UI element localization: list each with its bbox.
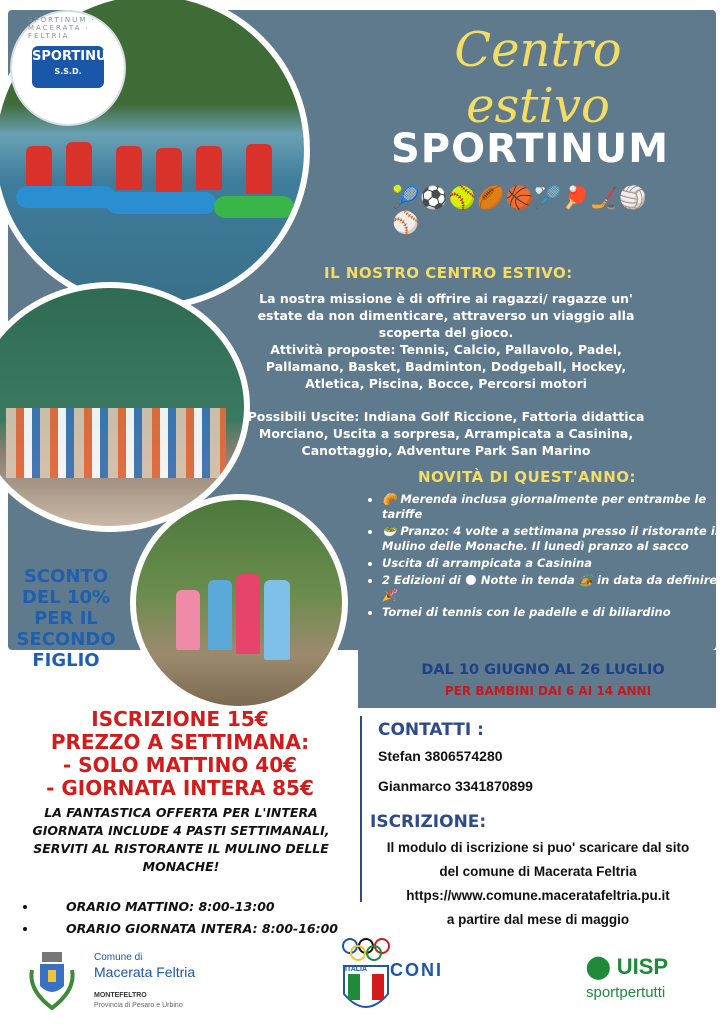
- kayak-blue-2: [106, 192, 216, 214]
- list-item: • Uscita di arrampicata a Casinina: [382, 556, 722, 571]
- divider: [360, 716, 362, 902]
- sconto-label: SCONTO DEL 10% PER IL SECONDO FIGLIO: [16, 566, 116, 671]
- main-title: SPORTINUM: [390, 126, 670, 172]
- climbing-photo: [130, 494, 348, 712]
- list-item: • 🥗 Pranzo: 4 volte a settimana presso il ristorante il Mulino delle Monache. Il lunedì pranzo al sacco: [382, 524, 722, 554]
- logo-badge-title: SPORTINUM: [32, 49, 120, 64]
- script-title: Centro estivo: [454, 22, 622, 134]
- iscrizione-line1: Il modulo di iscrizione si puo' scaricare dal sito: [386, 840, 690, 855]
- comune-di-label: Comune di: [94, 952, 143, 963]
- uscite-text: Possibili Uscite: Indiana Golf Riccione, Fattoria didattica Morciano, Uscita a sorpresa, Arrampicata a Casinina, Canottaggio, Adventure Park San Marino: [247, 409, 645, 458]
- provincia-label: Provincia di Pesaro e Urbino: [94, 1002, 183, 1009]
- offer-text: LA FANTASTICA OFFERTA PER L'INTERA GIORNATA INCLUDE 4 PASTI SETTIMANALI, SERVITI AL RISTORANTE IL MULINO DELLE MONACHE!: [32, 805, 330, 874]
- centro-heading: IL NOSTRO CENTRO ESTIVO:: [324, 264, 573, 282]
- person: [26, 146, 52, 186]
- child: [208, 580, 232, 650]
- person: [156, 148, 182, 192]
- logo-badge: [32, 46, 120, 88]
- novita-list: [368, 492, 722, 622]
- dates-label: DAL 10 GIUGNO AL 26 LUGLIO: [421, 662, 665, 678]
- person: [66, 142, 92, 186]
- uisp-label: UISP: [616, 954, 669, 979]
- list-item: • 🥐 Merenda inclusa giornalmente per entrambe le tariffe: [382, 492, 722, 522]
- uisp-sub-label: sportpertutti: [586, 984, 666, 1001]
- uisp-globe-icon: ⬤: [586, 954, 611, 979]
- person: [246, 144, 272, 194]
- orario-giornata: • ORARIO GIORNATA INTERA: 8:00-16:00: [38, 918, 378, 940]
- italia-label: ITALIA: [345, 966, 368, 973]
- sportinum-logo: [10, 10, 126, 126]
- iscrizione-heading: ISCRIZIONE:: [370, 812, 487, 832]
- list-item: • 2 Edizioni di 🌑 Notte in tenda 🏕️ in data da definire 🎉: [382, 573, 722, 603]
- ages-label: PER BAMBINI DAI 6 AI 14 ANNI: [444, 684, 652, 698]
- children-group: [6, 408, 226, 478]
- uisp-logo: [586, 954, 668, 980]
- orario-mattino: • ORARIO MATTINO: 8:00-13:00: [38, 896, 378, 918]
- contact-stefan: Stefan 3806574280: [378, 748, 503, 764]
- iscrizione-text: [364, 836, 712, 932]
- coni-olympic-icon: [338, 936, 398, 1020]
- person: [196, 146, 222, 190]
- price-mattino: - SOLO MATTINO 40€: [62, 753, 298, 777]
- novita-heading: NOVITÀ DI QUEST'ANNO:: [418, 468, 637, 486]
- price-iscrizione: ISCRIZIONE 15€: [91, 707, 269, 731]
- contatti-heading: CONTATTI :: [378, 720, 484, 740]
- iscrizione-line4: a partire dal mese di maggio: [446, 912, 630, 927]
- comune-name-label: Macerata Feltria: [94, 964, 196, 980]
- comune-crest-icon: [26, 946, 78, 1010]
- kayak-blue: [16, 186, 116, 208]
- orari-list: [22, 896, 378, 940]
- prices-block: [10, 708, 350, 800]
- price-giornata: - GIORNATA INTERA 85€: [46, 776, 314, 800]
- list-item: • Tornei di tennis con le padelle e di biliardino: [382, 605, 722, 620]
- logo-badge-sub: S.S.D.: [54, 67, 82, 76]
- child: [176, 590, 200, 650]
- kayak-green: [214, 196, 294, 218]
- coni-label: CONI: [390, 960, 443, 980]
- contact-gianmarco: Gianmarco 3341870899: [378, 778, 533, 794]
- person: [116, 146, 142, 190]
- child: [264, 580, 290, 660]
- price-heading: PREZZO A SETTIMANA:: [50, 730, 310, 754]
- sport-balls-icon: 🎾⚽🥎🏉🏀🏸🏓🏒🏐⚾: [392, 186, 648, 236]
- child: [236, 574, 260, 654]
- iscrizione-url[interactable]: https://www.comune.maceratafeltria.pu.it: [406, 888, 670, 903]
- montefeltro-label: MONTEFELTRO: [94, 992, 147, 999]
- logo-ring-text: SPORTINUM · MACERATA · FELTRIA: [28, 16, 96, 40]
- blue-background-panel-lower: [358, 650, 716, 708]
- mission-text: La nostra missione è di offrire ai ragazzi/ ragazze un' estate da non dimenticare, attraverso un viaggio alla scoperta del gioco.: [257, 291, 635, 340]
- iscrizione-line2: del comune di Macerata Feltria: [439, 864, 637, 879]
- attivita-text: Attività proposte: Tennis, Calcio, Pallavolo, Padel, Pallamano, Basket, Badminton, Dodgeball, Hockey, Atletica, Piscina, Bocce, Percorsi motori: [265, 342, 627, 391]
